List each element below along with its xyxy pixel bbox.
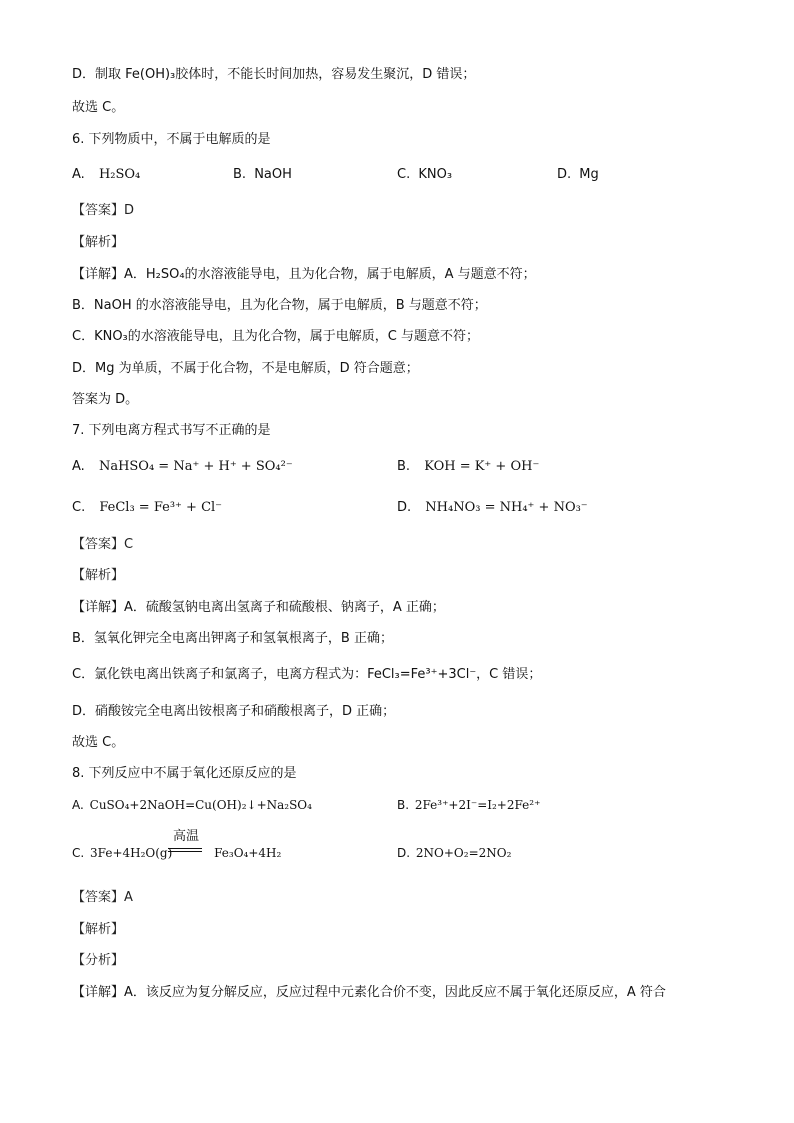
q7-option-a-letter: A. bbox=[72, 459, 85, 474]
q8-option-d bbox=[397, 844, 511, 862]
q8-analysis-label: 【解析】 bbox=[72, 922, 125, 937]
q8-option-c-reactants: 3Fe+4H₂O(g) bbox=[90, 846, 173, 860]
q6-option-a bbox=[72, 166, 140, 184]
q8-option-b-text: 2Fe³⁺+2I⁻=I₂+2Fe²⁺ bbox=[414, 798, 541, 812]
q8-option-b-letter: B. bbox=[397, 798, 410, 812]
q6-option-d-text: Mg bbox=[579, 167, 599, 182]
q7-option-d-letter: D. bbox=[397, 500, 412, 515]
q8-option-d-letter: D. bbox=[397, 846, 411, 860]
reaction-arrow-line bbox=[168, 848, 202, 852]
q6-detail-b: B．NaOH 的水溶液能导电，且为化合物，属于电解质，B 与题意不符； bbox=[72, 298, 487, 313]
q5-option-d-explanation: D．制取 Fe(OH)₃胶体时，不能长时间加热，容易发生聚沉，D 错误； bbox=[72, 67, 476, 82]
q6-detail-d: D．Mg 为单质，不属于化合物，不是电解质，D 符合题意； bbox=[72, 361, 419, 376]
q6-detail-a: 【详解】A．H₂SO₄的水溶液能导电，且为化合物，属于电解质，A 与题意不符； bbox=[72, 267, 536, 282]
q5-conclusion: 故选 C。 bbox=[72, 100, 125, 115]
q7-conclusion: 故选 C。 bbox=[72, 735, 125, 750]
q7-option-b-text: KOH = K⁺ + OH⁻ bbox=[424, 459, 540, 474]
q6-answer: 【答案】D bbox=[72, 203, 135, 218]
q6-option-a-letter: A. bbox=[72, 167, 85, 182]
q7-option-d-text: NH₄NO₃ = NH₄⁺ + NO₃⁻ bbox=[425, 500, 588, 515]
q7-option-a-text: NaHSO₄ = Na⁺ + H⁺ + SO₄²⁻ bbox=[98, 459, 293, 474]
q6-analysis-label: 【解析】 bbox=[72, 235, 125, 250]
q7-detail-b: B．氢氧化钾完全电离出钾离子和氢氧根离子，B 正确； bbox=[72, 631, 393, 646]
q6-option-d bbox=[557, 166, 599, 184]
q7-stem: 7. 下列电离方程式书写不正确的是 bbox=[72, 423, 271, 438]
q8-option-c-letter: C. bbox=[72, 846, 85, 860]
q8-option-a bbox=[72, 796, 312, 814]
q6-stem: 6. 下列物质中，不属于电解质的是 bbox=[72, 132, 271, 147]
q8-option-c bbox=[72, 844, 281, 862]
q8-option-c-condition: 高温 bbox=[172, 829, 199, 844]
q6-option-c-text: KNO₃ bbox=[418, 167, 453, 182]
q8-stem: 8. 下列反应中不属于氧化还原反应的是 bbox=[72, 766, 297, 781]
q8-option-a-text: CuSO₄+2NaOH=Cu(OH)₂↓+Na₂SO₄ bbox=[89, 798, 312, 812]
q6-option-b-text: NaOH bbox=[254, 167, 292, 182]
q8-option-c-products: Fe₃O₄+4H₂ bbox=[214, 846, 282, 860]
q7-detail-c: C．氯化铁电离出铁离子和氯离子，电离方程式为：FeCl₃=Fe³⁺+3Cl⁻，C 错误； bbox=[72, 667, 542, 682]
q8-option-b bbox=[397, 796, 540, 814]
q6-conclusion: 答案为 D。 bbox=[72, 392, 139, 407]
q6-option-b bbox=[233, 166, 292, 184]
q7-answer: 【答案】C bbox=[72, 537, 134, 552]
q7-option-c-text: FeCl₃ = Fe³⁺ + Cl⁻ bbox=[99, 500, 223, 515]
q7-option-a bbox=[72, 458, 293, 476]
q7-option-c-letter: C. bbox=[72, 500, 86, 515]
q6-option-a-text: H₂SO₄ bbox=[98, 167, 141, 182]
q8-analysis-sub-label: 【分析】 bbox=[72, 953, 125, 968]
q7-option-b-letter: B. bbox=[397, 459, 411, 474]
q8-option-d-text: 2NO+O₂=2NO₂ bbox=[415, 846, 512, 860]
q6-option-c-letter: C. bbox=[397, 167, 411, 182]
q8-option-a-letter: A. bbox=[72, 798, 84, 812]
q6-detail-c: C．KNO₃的水溶液能导电，且为化合物，属于电解质，C 与题意不符； bbox=[72, 329, 479, 344]
q7-option-d bbox=[397, 499, 588, 517]
q6-option-d-letter: D. bbox=[557, 167, 572, 182]
q7-analysis-label: 【解析】 bbox=[72, 568, 125, 583]
q7-detail-a: 【详解】A．硫酸氢钠电离出氢离子和硫酸根、钠离子，A 正确； bbox=[72, 600, 445, 615]
q6-option-c bbox=[397, 166, 452, 184]
q8-detail-a: 【详解】A．该反应为复分解反应，反应过程中元素化合价不变，因此反应不属于氧化还原反应，A 符合 bbox=[72, 985, 666, 1000]
q7-detail-d: D．硝酸铵完全电离出铵根离子和硝酸根离子，D 正确； bbox=[72, 704, 396, 719]
q7-option-c bbox=[72, 499, 222, 517]
q7-option-b bbox=[397, 458, 539, 476]
q6-option-b-letter: B. bbox=[233, 167, 247, 182]
q8-answer: 【答案】A bbox=[72, 890, 133, 905]
